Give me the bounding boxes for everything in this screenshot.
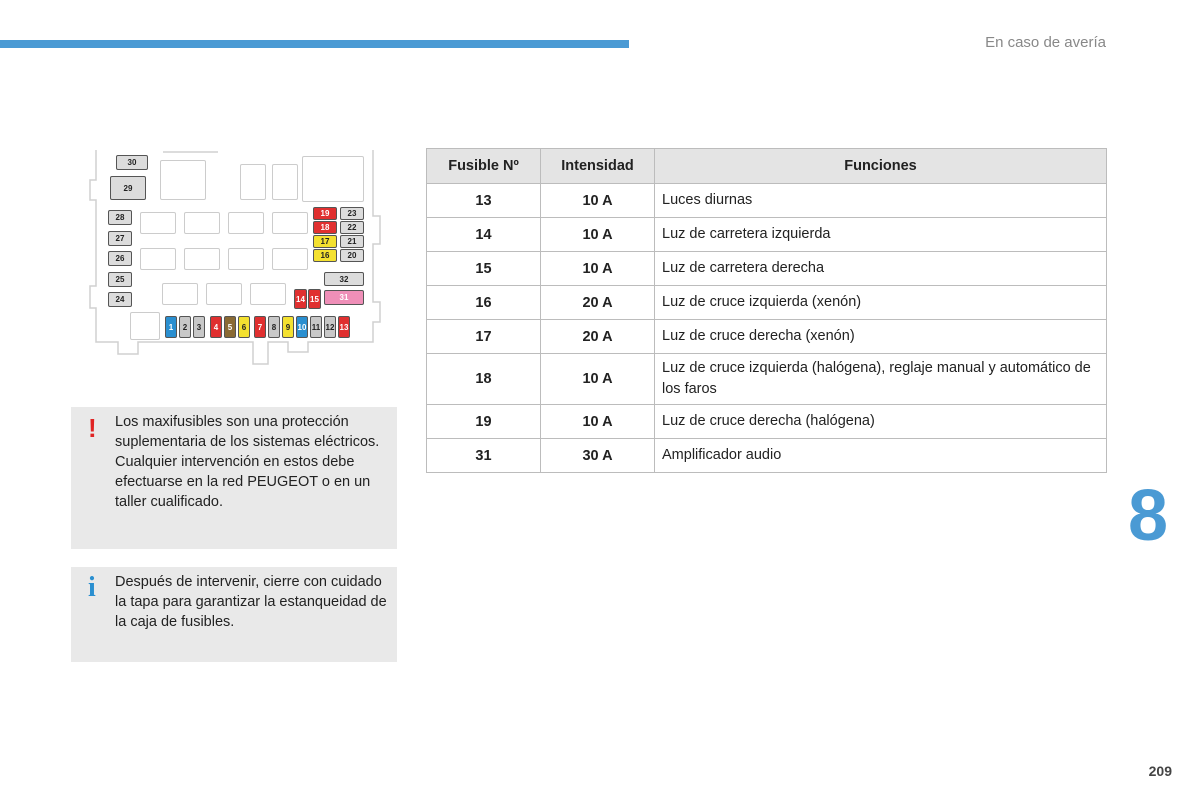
fuse-23: 23 [340,207,364,220]
info-icon: i [88,572,96,603]
fuse-intensity: 30 A [541,439,655,473]
fuse-intensity: 20 A [541,320,655,354]
empty-slot [206,283,242,305]
exclamation-icon: ! [88,413,97,443]
fuse-27: 27 [108,231,132,246]
fuse-number: 17 [427,320,541,354]
table-row [427,439,1107,473]
fuse-24: 24 [108,292,132,307]
fuse-intensity: 10 A [541,218,655,252]
fuse-number: 13 [427,184,541,218]
empty-slot [272,248,308,270]
fuse-function: Luz de cruce derecha (halógena) [655,405,1107,439]
fuse-21: 21 [340,235,364,248]
empty-slot [140,212,176,234]
fuse-function: Amplificador audio [655,439,1107,473]
fuse-function: Luz de carretera derecha [655,252,1107,286]
fuse-number: 19 [427,405,541,439]
fuse-11: 11 [310,316,322,338]
fuse-4: 4 [210,316,222,338]
fuse-19: 19 [313,207,337,220]
fuse-7: 7 [254,316,266,338]
fuse-function: Luz de cruce izquierda (xenón) [655,286,1107,320]
fuse-31: 31 [324,290,364,305]
fuse-intensity: 10 A [541,405,655,439]
empty-slot [228,212,264,234]
table-row [427,286,1107,320]
empty-slot [272,164,298,200]
fuse-table [426,148,1107,473]
empty-slot [302,156,364,202]
table-row [427,320,1107,354]
info-note [71,567,397,662]
header-fuse: Fusible Nº [427,149,541,184]
fuse-intensity: 10 A [541,354,655,405]
empty-slot [184,212,220,234]
fuse-number: 31 [427,439,541,473]
fuse-30: 30 [116,155,148,170]
fuse-1: 1 [165,316,177,338]
fuse-number: 14 [427,218,541,252]
fuse-3: 3 [193,316,205,338]
fuse-18: 18 [313,221,337,234]
fuse-22: 22 [340,221,364,234]
fuse-15: 15 [308,289,321,309]
empty-slot [228,248,264,270]
empty-slot [162,283,198,305]
fuse-function: Luz de carretera izquierda [655,218,1107,252]
fuse-intensity: 10 A [541,184,655,218]
fuse-number: 15 [427,252,541,286]
fuse-9: 9 [282,316,294,338]
fuse-32: 32 [324,272,364,286]
table-header-row [427,149,1107,184]
header-intensity: Intensidad [541,149,655,184]
empty-slot [250,283,286,305]
fuse-13: 13 [338,316,350,338]
fuse-intensity: 20 A [541,286,655,320]
fuse-6: 6 [238,316,250,338]
fuse-8: 8 [268,316,280,338]
chapter-number: 8 [1128,476,1169,556]
fuse-20: 20 [340,249,364,262]
warning-note [71,407,397,549]
table-row [427,218,1107,252]
fuse-intensity: 10 A [541,252,655,286]
fuse-12: 12 [324,316,336,338]
info-note-text: Después de intervenir, cierre con cuidado la tapa para garantizar la estanqueidad de la caja de fusibles. [115,574,387,630]
fuse-29: 29 [110,176,146,200]
empty-slot [272,212,308,234]
page-number: 209 [1148,763,1172,779]
fuse-26: 26 [108,251,132,266]
table-row [427,354,1107,405]
fuse-17: 17 [313,235,337,248]
empty-slot [160,160,206,200]
fuse-function: Luz de cruce derecha (xenón) [655,320,1107,354]
fuse-2: 2 [179,316,191,338]
section-title: En caso de avería [985,34,1106,51]
fuse-5: 5 [224,316,236,338]
table-row [427,405,1107,439]
fuse-14: 14 [294,289,307,309]
warning-note-text: Los maxifusibles son una protección suplementaria de los sistemas eléctricos. Cualquier intervención en estos debe efectuarse en la red PEUGEOT o en un taller cualificado. [115,414,380,510]
header-functions: Funciones [655,149,1107,184]
table-row [427,184,1107,218]
fuse-function: Luces diurnas [655,184,1107,218]
fuse-28: 28 [108,210,132,225]
fuse-function: Luz de cruce izquierda (halógena), reglaje manual y automático de los faros [655,354,1107,405]
fuse-16: 16 [313,249,337,262]
empty-slot [140,248,176,270]
empty-slot [240,164,266,200]
fuse-number: 16 [427,286,541,320]
fuse-10: 10 [296,316,308,338]
fuse-box-diagram [88,146,388,368]
empty-slot [184,248,220,270]
fuse-number: 18 [427,354,541,405]
header-accent-bar [0,40,629,48]
table-row [427,252,1107,286]
fuse-25: 25 [108,272,132,287]
empty-slot [130,312,160,340]
